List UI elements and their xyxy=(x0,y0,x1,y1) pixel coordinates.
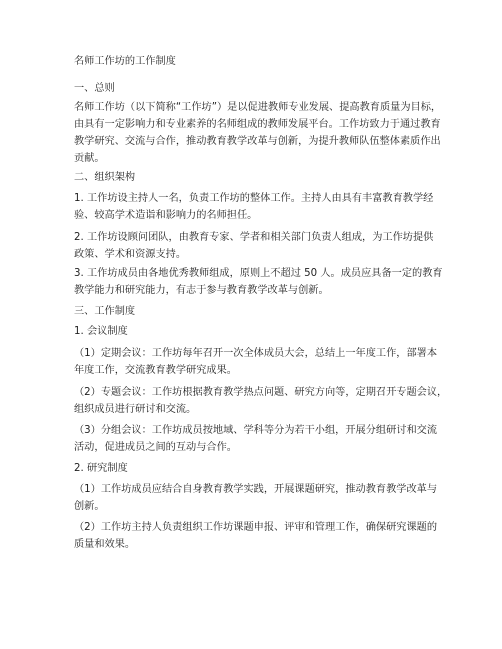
paragraph-line: 教学研究、交流与合作，推动教育教学改革与创新，为提升教师队伍整体素质作出 xyxy=(74,136,441,147)
paragraph-line: 质量和效果。 xyxy=(74,539,136,550)
section-heading-rules: 三、工作制度 xyxy=(74,306,136,317)
paragraph-line: （1）定期会议：工作坊每年召开一次全体成员大会，总结上一年度工作，部署本 xyxy=(74,348,438,359)
subsection-heading-meeting: 1. 会议制度 xyxy=(74,326,128,337)
paragraph-line: 1. 工作坊设主持人一名，负责工作坊的整体工作。主持人由具有丰富教育教学经 xyxy=(74,193,434,204)
paragraph-line: 政策、学术和资源支持。 xyxy=(74,249,187,260)
paragraph-line: 由具有一定影响力和专业素养的名师组成的教师发展平台。工作坊致力于通过教育 xyxy=(74,119,441,130)
paragraph-line: 验、较高学术造诣和影响力的名师担任。 xyxy=(74,210,258,221)
section-heading-organization: 二、组织架构 xyxy=(74,172,136,183)
paragraph-line: 3. 工作坊成员由各地优秀教师组成，原则上不超过 50 人。成员应具备一定的教育 xyxy=(74,268,443,279)
section-heading-general: 一、总则 xyxy=(74,83,115,94)
paragraph-line: （2）专题会议：工作坊根据教育教学热点问题、研究方向等，定期召开专题会议， xyxy=(74,387,448,398)
document-title: 名师工作坊的工作制度 xyxy=(74,56,176,67)
paragraph-line: 名师工作坊（以下简称“工作坊”）是以促进教师专业发展、提高教育质量为目标， xyxy=(74,102,442,113)
paragraph-line: （3）分组会议：工作坊成员按地域、学科等分为若干小组，开展分组研讨和交流 xyxy=(74,425,438,436)
paragraph-line: 创新。 xyxy=(74,501,105,512)
paragraph-line: 教学能力和研究能力，有志于参与教育教学改革与创新。 xyxy=(74,285,329,296)
subsection-heading-research: 2. 研究制度 xyxy=(74,463,128,474)
paragraph-line: 组织成员进行研讨和交流。 xyxy=(74,404,197,415)
paragraph-line: （1）工作坊成员应结合自身教育教学实践，开展课题研究，推动教育教学改革与 xyxy=(74,484,438,495)
paragraph-line: 年度工作，交流教育教学研究成果。 xyxy=(74,365,237,376)
paragraph-line: （2）工作坊主持人负责组织工作坊课题申报、评审和管理工作，确保研究课题的 xyxy=(74,522,438,533)
paragraph-line: 活动，促进成员之间的互动与合作。 xyxy=(74,442,237,453)
paragraph-line: 贡献。 xyxy=(74,153,105,164)
paragraph-line: 2. 工作坊设顾问团队，由教育专家、学者和相关部门负责人组成，为工作坊提供 xyxy=(74,232,434,243)
